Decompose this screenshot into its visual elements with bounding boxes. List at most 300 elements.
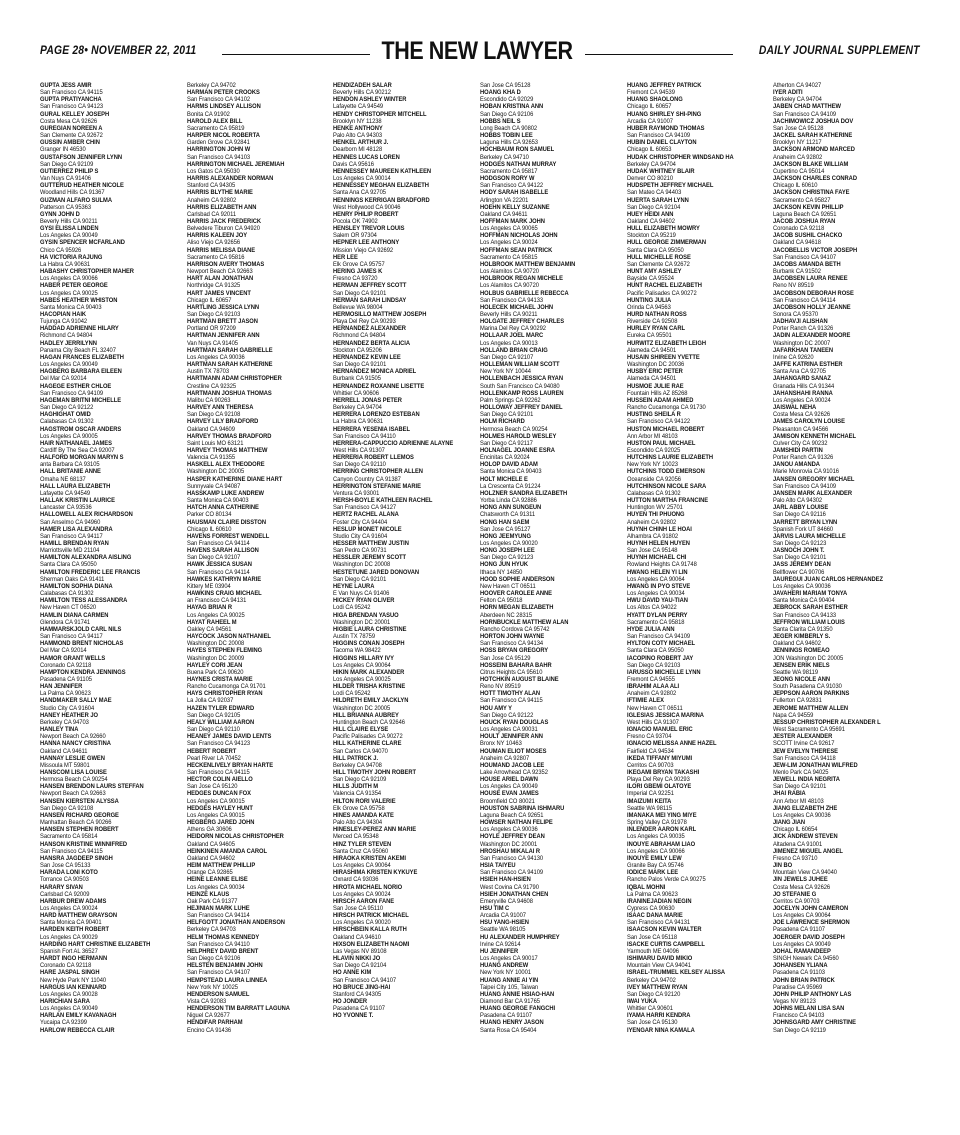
listing-name: JO STEFANIE G — [773, 890, 817, 898]
listing-name: IMAIZUMI KEITA — [626, 797, 671, 805]
listing-entry — [773, 161, 920, 175]
listing-location: Culver City CA 90232 — [773, 439, 828, 447]
listing-location: Brooklyn NY 11238 — [333, 117, 382, 125]
listing-entry — [333, 182, 480, 196]
listing-entry — [333, 798, 480, 812]
listing-name: HARVEY ANN THERESA — [186, 404, 254, 412]
listing-entry — [187, 418, 334, 432]
listing-location: West Hills CA 91307 — [626, 718, 679, 726]
listing-name: HILDER TRISHA KRISTINE — [333, 683, 406, 691]
listing-entry — [480, 576, 627, 590]
listing-name: HARRISON AVERY THOMAS — [186, 260, 264, 268]
listing-name: HONG JOSEPH LEE — [480, 547, 535, 555]
listing-name: HINES AMANDA KATE — [333, 811, 395, 819]
listing-location: Mission Viejo CA 92692 — [333, 246, 394, 254]
listing-name: HERNANDEZ MONICA ADRIEL — [333, 368, 417, 376]
listing-location: Garden Grove CA 92841 — [186, 139, 250, 147]
listing-location: Imperial CA 92251 — [626, 790, 674, 798]
listing-entry — [773, 948, 920, 962]
listing-entry — [333, 697, 480, 711]
supplement-label: DAILY JOURNAL SUPPLEMENT — [759, 45, 921, 57]
listing-entry — [333, 869, 480, 883]
listing-entry — [333, 769, 480, 783]
listing-name: HAGEMAN BRITNI MICHELLE — [40, 396, 122, 404]
listing-location: Austin TX 78759 — [333, 633, 376, 641]
listing-location: Felton CA 95018 — [480, 597, 523, 605]
listing-name: HUDAK CHRISTOPHER WINDSAND HA — [626, 153, 734, 161]
listing-name: HAWKES KATHRYN MARIE — [186, 575, 261, 583]
listing-entry — [40, 125, 187, 139]
listing-name: HERRELL JONAS PETER — [333, 396, 403, 404]
listing-location: Woodland Hills CA 91367 — [40, 189, 105, 197]
listing-entry — [627, 397, 774, 411]
listing-location: Los Angeles CA 90014 — [333, 175, 392, 183]
listing-entry — [333, 254, 480, 268]
listing-entry — [333, 669, 480, 683]
listing-name: HASPER KATHERINE DIANE HART — [186, 475, 282, 483]
listing-location: Bellevue WA 98004 — [333, 303, 383, 311]
name-column-2 — [187, 82, 334, 1122]
listing-entry — [333, 640, 480, 654]
listing-location: Washington DC 20001 — [480, 840, 538, 848]
listing-entry — [187, 948, 334, 962]
listing-name: GYSIN SPENCER MCFARLAND — [40, 239, 125, 247]
listing-name: IYER ADITI — [773, 89, 803, 97]
listing-entry — [480, 189, 627, 203]
listing-entry — [333, 397, 480, 411]
listing-location: Playa Del Rey CA 90293 — [333, 318, 397, 326]
listing-name: HIGA BRENDAN YASUO — [333, 611, 399, 619]
listing-entry — [480, 175, 627, 189]
listing-entry — [40, 526, 187, 540]
listing-entry — [40, 497, 187, 511]
listing-location: Granger IN 46530 — [40, 146, 86, 154]
listing-entry — [187, 576, 334, 590]
listing-location: Washington DC 20008 — [333, 561, 391, 569]
listing-name: HELFGOTT JONATHAN ANDERSON — [186, 919, 285, 927]
listing-location: San Diego CA 92103 — [186, 311, 240, 318]
listing-location: San Francisco CA 94123 — [186, 740, 250, 748]
listing-location: San Diego CA 92103 — [626, 661, 680, 669]
listing-name: HARDING HART CHRISTINE ELIZABETH — [40, 940, 151, 948]
listing-entry — [627, 912, 774, 926]
listing-entry — [480, 1005, 627, 1019]
listing-location: Rowland Heights CA 91748 — [626, 561, 697, 569]
listing-entry — [333, 239, 480, 253]
listing-name: HELM THOMAS KENNEDY — [186, 933, 259, 941]
listing-name: HILTON RORI VALERIE — [333, 797, 396, 805]
listing-entry — [333, 154, 480, 168]
listing-name: HOLNAGEL JOANNE ESRA — [480, 446, 555, 454]
listing-location: Eureka CA 95501 — [626, 332, 672, 340]
listing-name: HUYNH HELEN HUYEN — [626, 540, 690, 547]
listing-entry — [333, 468, 480, 482]
listing-location: Mountain View CA 94041 — [626, 962, 691, 970]
listing-location: Studio City CA 91604 — [333, 532, 388, 540]
listing-entry — [627, 884, 774, 898]
listing-name: JESSUP CHRISTOPHER ALEXANDER L — [773, 718, 881, 726]
listing-entry — [187, 290, 334, 304]
listing-entry — [773, 790, 920, 804]
listing-entry — [40, 1012, 187, 1026]
listing-name: HEDGES DUNCAN FOX — [186, 790, 251, 798]
listing-entry — [480, 848, 627, 862]
listing-location: Pleasanton CA 94566 — [773, 425, 829, 433]
listing-name: HOUMAN ELIOT MOSES — [480, 747, 547, 755]
listing-location: Van Nuys CA 91406 — [40, 175, 91, 183]
listing-entry — [627, 211, 774, 225]
listing-name: HESSLER JEREMY SCOTT — [333, 554, 407, 562]
listing-location: San Francisco CA 94133 — [480, 296, 544, 304]
listing-entry — [40, 884, 187, 898]
listing-location: Sacramento CA 95815 — [480, 253, 538, 261]
listing-name: HOUSTON SABRINA ISHMARU — [480, 804, 565, 812]
listing-name: IKEGAMI BRYAN TAKASHI — [626, 769, 699, 776]
listing-location: Laguna Hills CA 92653 — [480, 139, 538, 147]
listing-entry — [773, 82, 920, 89]
listing-location: San Jose CA 95148 — [626, 547, 678, 555]
listing-location: Los Altos CA 94022 — [626, 604, 677, 612]
listing-name: HEIM MATTHEW PHILLIP — [186, 862, 255, 870]
listing-name: JOHN BRIAN PATRICK — [773, 976, 836, 984]
listing-location: La Jolla CA 92037 — [186, 697, 233, 705]
listing-name: HOLGATE JEFFREY CHARLES — [480, 318, 565, 326]
listing-entry — [627, 826, 774, 840]
listing-name: HELSTEN BENJAMIN JOHN — [186, 962, 263, 970]
listing-entry — [773, 819, 920, 833]
listing-entry — [480, 519, 627, 533]
listing-name: HILDRETH EMILY JACKLYN — [333, 697, 409, 705]
listing-location: Los Angeles CA 90024 — [480, 239, 538, 247]
listing-location: Paradise CA 95969 — [773, 983, 823, 991]
listing-entry — [187, 304, 334, 318]
listing-name: HAMLIN DIANA CARMEN — [40, 611, 109, 619]
listing-name: JACKSON ARMOND MARCED — [773, 146, 856, 154]
listing-name: HAGEGE ESTHER CHLOE — [40, 382, 112, 390]
listing-location: Escondido CA 92029 — [480, 96, 534, 104]
listing-location: New York NY 10023 — [626, 461, 678, 469]
listing-entry — [627, 254, 774, 268]
listing-location: Manhattan Beach CA 90266 — [40, 819, 112, 827]
listing-entry — [480, 461, 627, 475]
listing-location: Seattle WA 98115 — [626, 804, 672, 812]
listing-name: HILL PATRICK J. — [333, 754, 379, 762]
listing-entry — [187, 905, 334, 919]
listing-entry — [40, 755, 187, 769]
listing-name: HARTMAN SARAH KATHERINE — [186, 361, 273, 369]
listing-location: Los Angeles CA 90049 — [40, 361, 98, 369]
listing-location: Berkeley CA 94708 — [333, 761, 383, 769]
listing-location: Alameda CA 94501 — [626, 346, 676, 354]
listing-name: JEONG NICOLE ANN — [773, 675, 831, 683]
listing-entry — [773, 1005, 920, 1019]
listing-entry — [187, 991, 334, 1005]
listing-name: HEINE LEANNE ELISE — [186, 876, 248, 884]
listing-location: Rancho Cordova CA 95742 — [480, 625, 550, 633]
listing-location: San Jose CA 95129 — [480, 654, 531, 662]
listing-name: HA VICTORIA RAJUNG — [40, 253, 103, 261]
listing-name: HENDERSON TIM BARRATT LAGUNA — [186, 1005, 290, 1013]
listing-location: Taipei City 105, Taiwan — [480, 983, 539, 991]
listing-location: Santa Clara CA 95050 — [626, 246, 684, 254]
listing-name: JACOBSON HOLLY JEANNE — [773, 303, 851, 311]
listing-entry — [627, 368, 774, 382]
listing-location: San Jose CA 95128 — [480, 82, 531, 89]
listing-location: West Hollywood CA 90046 — [333, 203, 401, 211]
listing-name: JEBROCK SARAH ESTHER — [773, 604, 849, 612]
listing-location: E Van Nuys CA 91406 — [333, 590, 390, 598]
listing-entry — [627, 268, 774, 282]
listing-entry — [480, 762, 627, 776]
listing-entry — [40, 554, 187, 568]
listing-entry — [187, 891, 334, 905]
listing-entry — [333, 311, 480, 325]
listing-entry — [40, 969, 187, 983]
listing-name: HALLOWELL ALEX RICHARDSON — [40, 511, 133, 519]
listing-location: Santa Monica CA 90403 — [40, 303, 102, 311]
listing-name: HOFFMAN NICHOLAS JOHN — [480, 232, 558, 240]
listing-entry — [627, 969, 774, 983]
listing-name: HUTTON MARTHA FRANCINE — [626, 497, 708, 505]
listing-name: HAMMARSKJOLD CARL NILS — [40, 625, 122, 633]
listing-entry — [187, 261, 334, 275]
listing-location: Los Angeles CA 90013 — [480, 339, 538, 347]
listing-name: HIRASHIMA KRISTEN KYKUYE — [333, 869, 418, 877]
listing-name: IQBAL MOHNI — [626, 883, 666, 891]
listing-location: New Haven CT 06511 — [480, 582, 536, 590]
listing-entry — [480, 103, 627, 117]
listing-name: HAWK JESSICA SUSAN — [186, 561, 252, 569]
listing-location: Coronado CA 92118 — [40, 661, 92, 669]
listing-entry — [187, 461, 334, 475]
listing-entry — [480, 290, 627, 304]
listing-location: Emeryville CA 94608 — [480, 897, 533, 905]
listing-entry — [333, 726, 480, 740]
listing-entry — [773, 604, 920, 618]
listing-name: GUREGIAN NOREEN A — [40, 124, 103, 132]
listing-name: HOULT JENNIFER ANN — [480, 733, 543, 741]
listing-entry — [627, 655, 774, 669]
listing-name: GYNN JOHN D — [40, 210, 80, 218]
listing-name: HAGAN FRANCES ELIZABETH — [40, 353, 124, 361]
listing-location: San Diego CA 92104 — [626, 203, 680, 211]
listing-location: Los Angeles CA 90005 — [40, 432, 98, 440]
listing-location: Pasadena CA 91103 — [773, 969, 826, 977]
listing-location: Brooklyn NY 11217 — [773, 139, 822, 147]
masthead — [40, 36, 920, 66]
listing-location: San Jose CA 95133 — [40, 862, 91, 870]
listing-name: HONG JUN HYUK — [480, 561, 529, 569]
listing-name: JIN BO — [773, 862, 793, 870]
listing-name: HAYS CHRISTOPHER RYAN — [186, 690, 263, 698]
listing-location: Altadena CA 91001 — [773, 840, 823, 848]
listing-name: HUSSEIN ADAM AHMED — [626, 396, 694, 404]
listing-location: Patterson CA 95363 — [40, 203, 92, 211]
listing-entry — [773, 89, 920, 103]
listing-entry — [480, 533, 627, 547]
listing-name: HODGSON RORY W — [480, 175, 535, 183]
listing-entry — [480, 748, 627, 762]
listing-entry — [773, 776, 920, 790]
listing-entry — [333, 511, 480, 525]
listing-location: Washington DC 20036 — [626, 361, 684, 369]
listing-name: HAGSTROM OSCAR ANDERS — [40, 425, 122, 433]
listing-location: Los Angeles CA 90024 — [40, 904, 98, 912]
listing-name: HADLEY JERRILYNN — [40, 339, 97, 347]
listing-entry — [40, 626, 187, 640]
listing-location: San Francisco CA 94115 — [186, 769, 250, 776]
listing-location: Chico CA 95926 — [40, 246, 82, 254]
listing-name: HIXSON ELIZABETH NAOMI — [333, 940, 410, 948]
listing-location: Los Angeles CA 90031 — [480, 726, 538, 734]
listing-name: HENDERSON SAMUEL — [186, 990, 250, 998]
listing-name: HINESLEY-PEREZ ANN MARIE — [333, 826, 417, 834]
listing-entry — [333, 712, 480, 726]
listing-entry — [40, 182, 187, 196]
listing-name: HOOD SOPHIE ANDERSON — [480, 575, 555, 583]
listing-name: HUSTON PAUL MICHAEL — [626, 439, 696, 447]
listing-entry — [333, 612, 480, 626]
listing-name: HERRERA LORENZO ESTEBAN — [333, 411, 420, 419]
listing-location: Beverly Hills CA 90211 — [480, 311, 538, 318]
listing-name: HASSKAMP LUKE ANDREW — [186, 489, 264, 497]
listing-name: HAYAG BRIAN R — [186, 604, 232, 612]
listing-entry — [333, 926, 480, 940]
listing-name: HOTCHKIN AUGUST BLAINE — [480, 675, 559, 683]
listing-name: HILL CLAIRE ELYSE — [333, 726, 389, 734]
listing-entry — [480, 876, 627, 890]
listing-location: Fountain Hills AZ 85268 — [626, 389, 688, 397]
listing-entry — [480, 991, 627, 1005]
listing-location: JON Washington DC 20005 — [773, 654, 844, 662]
listing-location: Sacramento CA 95827 — [773, 196, 831, 204]
listing-name: JIANG ELIZABETH ZHE — [773, 804, 838, 812]
listing-entry — [480, 934, 627, 948]
listing-name: HUYNH MICHAEL CHI — [626, 554, 686, 562]
listing-location: Los Angeles CA 90064 — [333, 862, 392, 870]
listing-location: Aliso Viejo CA 92656 — [186, 239, 240, 247]
listing-location: Spring Valley CA 91978 — [626, 819, 687, 827]
listing-entry — [187, 862, 334, 876]
listing-name: HUTCHINSON NICOLE SARA — [626, 482, 706, 490]
listing-location: Irvine CA 92614 — [480, 940, 521, 948]
listing-name: JAMSHIDI PARTIN — [773, 446, 824, 454]
listing-entry — [187, 1019, 334, 1033]
listing-name: JOHNSGARD AMY CHRISTINE — [773, 1019, 857, 1027]
listing-name: HARTMAN SARAH GABRIELLE — [186, 346, 273, 354]
listing-entry — [333, 340, 480, 354]
listing-location: San Francisco CA 94110 — [333, 432, 396, 440]
listing-entry — [773, 318, 920, 332]
listing-location: Granada Hills CA 91344 — [773, 382, 835, 390]
listing-name: HER LEE — [333, 253, 359, 261]
listing-entry — [333, 411, 480, 425]
listing-location: San Diego CA 92123 — [480, 554, 534, 562]
listing-entry — [187, 447, 334, 461]
listing-name: HWANG IN PYO STEVE — [626, 582, 690, 590]
listing-name: JARL ABBY LOUISE — [773, 504, 829, 512]
listing-name: HODGES NATHAN MURRAY — [480, 160, 557, 168]
listing-location: La Palma CA 90623 — [40, 690, 91, 698]
listing-location: San Diego CA 92109 — [333, 776, 387, 784]
listing-name: HEGBERG JARED JOHN — [186, 819, 255, 827]
page-date-line: PAGE 28• NOVEMBER 22, 2011 — [40, 45, 197, 57]
listing-entry — [627, 239, 774, 253]
listing-name: HUANG ANDREW — [480, 962, 529, 970]
listing-entry — [480, 862, 627, 876]
listing-name: HWU DAVID YAU-TIAN — [626, 597, 688, 605]
listing-entry — [40, 282, 187, 296]
listing-name: HOLECEK MICHAEL JOHN — [480, 303, 554, 311]
listing-name: JABEN CHAD MATTHEW — [773, 103, 842, 111]
listing-entry — [187, 433, 334, 447]
listing-location: San Diego CA 92116 — [773, 511, 827, 519]
listing-location: Chicago IL 60610 — [186, 525, 232, 533]
listing-name: JEROME MATTHEW ALLEN — [773, 704, 849, 712]
listing-entry — [627, 554, 774, 568]
listing-entry — [773, 247, 920, 261]
listing-name: IRANINEJADIAN NEGIN — [626, 897, 692, 905]
listing-name: JOHNS MELANI LISA SAN — [773, 1005, 845, 1013]
listing-location: SCOTT Irvine CA 92617 — [773, 740, 835, 748]
listing-entry — [333, 898, 480, 912]
listing-name: HARRIS JACK FREDERICK — [186, 217, 261, 225]
listing-location: Anaheim CA 92802 — [626, 518, 676, 526]
listing-entry — [773, 934, 920, 948]
listing-entry — [187, 619, 334, 633]
listing-name: HARVEY THOMAS BRADFORD — [186, 432, 272, 440]
listing-location: Anaheim CA 92807 — [480, 754, 530, 762]
listing-location: Stockton CA 95206 — [333, 346, 383, 354]
listing-name: HARRIS ELIZABETH ANN — [186, 203, 257, 211]
listing-name: HERNANDEZ ALEXANDER — [333, 325, 407, 333]
masthead-rule-right — [585, 54, 734, 55]
listing-entry — [40, 254, 187, 268]
listing-location: Los Angeles CA 90035 — [626, 833, 685, 841]
listing-entry — [40, 197, 187, 211]
listing-location: San Diego CA 92101 — [333, 575, 387, 583]
listing-name: HARVEY LILY BRADFORD — [186, 418, 258, 426]
listing-location: Los Angeles CA 90020 — [333, 919, 392, 927]
listing-name: JOHAL RAMANDEEP — [773, 947, 832, 955]
listing-entry — [627, 225, 774, 239]
listing-name: HILL KATHERINE CLARE — [333, 740, 402, 748]
listing-name: HABER PETER GEORGE — [40, 282, 108, 290]
listing-name: HARD MATTHEW GRAYSON — [40, 912, 117, 920]
listing-entry — [773, 919, 920, 933]
listing-entry — [773, 103, 920, 117]
listing-location: Fullerton CA 92831 — [773, 697, 823, 705]
listing-location: Los Angeles CA 90025 — [40, 289, 98, 297]
listing-entry — [480, 332, 627, 346]
listing-location: Coronado CA 92118 — [40, 962, 92, 970]
listing-location: Burbank CA 91502 — [773, 268, 822, 276]
listing-entry — [480, 633, 627, 647]
listing-entry — [187, 805, 334, 819]
listing-entry — [773, 332, 920, 346]
listing-entry — [40, 597, 187, 611]
listing-location: Riverside CA 92508 — [626, 318, 678, 326]
listing-entry — [40, 96, 187, 110]
listing-name: IWAI YUKA — [626, 998, 657, 1005]
listing-location: Omaha NE 68137 — [40, 475, 86, 483]
listing-name: HUSBY ERIC PETER — [626, 368, 683, 376]
listing-location: Encinitas CA 92024 — [480, 454, 530, 462]
listing-entry — [480, 375, 627, 389]
listing-name: HAYCOCK JASON NATHANIEL — [186, 633, 271, 641]
listing-location: West Sacramento CA 95691 — [773, 726, 846, 734]
listing-name: HARMS LINDSEY ALLISON — [186, 103, 261, 111]
